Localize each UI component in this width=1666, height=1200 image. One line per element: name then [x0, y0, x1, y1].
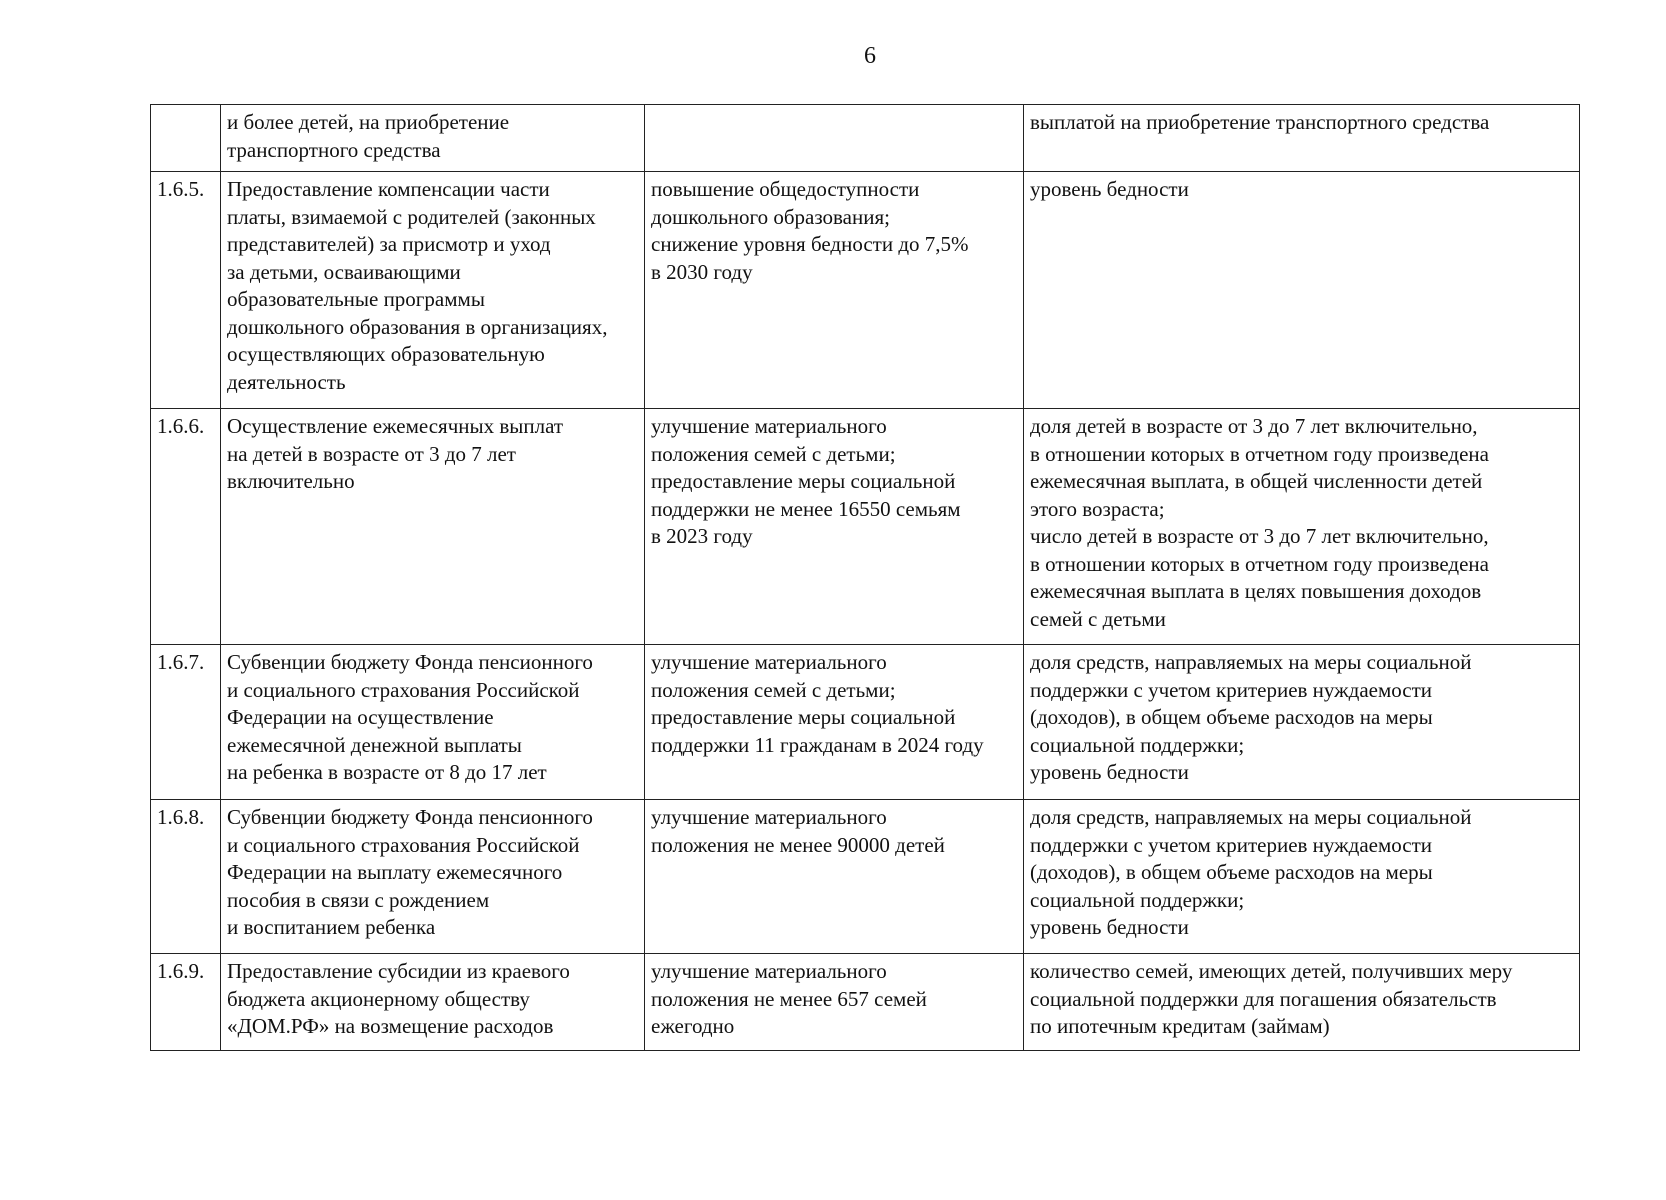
- measure-name: Субвенции бюджету Фонда пенсионного и социального страхования Российской Федерации на выплату ежемесячного пособия в связи с рождением и воспитанием ребенка: [227, 805, 593, 939]
- table-row: [151, 645, 1580, 800]
- measure-name-cell: [221, 954, 645, 1051]
- measure-name-cell: [221, 105, 645, 172]
- measure-result: повышение общедоступности дошкольного образования; снижение уровня бедности до 7,5% в 2030 году: [651, 177, 969, 284]
- measure-indicator-cell: [1024, 800, 1580, 954]
- page-number: 6: [864, 43, 876, 69]
- measure-indicator-cell: [1024, 954, 1580, 1051]
- table-row: [151, 800, 1580, 954]
- measure-indicator-cell: [1024, 645, 1580, 800]
- measure-number-cell: [151, 409, 221, 645]
- measure-number-cell: [151, 172, 221, 409]
- measure-number-cell: [151, 645, 221, 800]
- measure-result-cell: [645, 645, 1024, 800]
- measure-indicator: количество семей, имеющих детей, получивших меру социальной поддержки для погашения обязательств по ипотечным кредитам (займам): [1030, 959, 1513, 1038]
- measure-result-cell: [645, 954, 1024, 1051]
- measure-name-cell: [221, 409, 645, 645]
- measure-number-cell: [151, 954, 221, 1051]
- measure-result-cell: [645, 105, 1024, 172]
- measure-result-cell: [645, 800, 1024, 954]
- measure-number-cell: [151, 800, 221, 954]
- measure-indicator-cell: [1024, 105, 1580, 172]
- measure-number: 1.6.5.: [157, 177, 205, 201]
- measure-result-cell: [645, 409, 1024, 645]
- measure-number: 1.6.6.: [157, 414, 205, 438]
- measure-name-cell: [221, 800, 645, 954]
- measure-result: улучшение материального положения семей с детьми; предоставление меры социальной поддержки не менее 16550 семьям в 2023 году: [651, 414, 961, 548]
- measure-indicator: доля средств, направляемых на меры социальной поддержки с учетом критериев нуждаемости (доходов), в общем объеме расходов на меры социальной поддержки; уровень бедности: [1030, 650, 1472, 784]
- measure-name: Осуществление ежемесячных выплат на детей в возрасте от 3 до 7 лет включительно: [227, 414, 564, 493]
- measure-indicator: выплатой на приобретение транспортного средства: [1030, 110, 1490, 134]
- measure-number-cell: [151, 105, 221, 172]
- measure-name: Субвенции бюджету Фонда пенсионного и социального страхования Российской Федерации на осуществление ежемесячной денежной выплаты на ребенка в возрасте от 8 до 17 лет: [227, 650, 593, 784]
- measures-table: [150, 104, 1580, 1051]
- measure-name: Предоставление компенсации части платы, взимаемой с родителей (законных представителей) за присмотр и уход за детьми, осваивающими образовательные программы дошкольного образования в организациях, осуществляющих образовательную деятельность: [227, 177, 608, 394]
- measure-indicator: доля детей в возрасте от 3 до 7 лет включительно, в отношении которых в отчетном году произведена ежемесячная выплата, в общей численности детей этого возраста; число детей в возрасте от 3 до 7 лет включительно, в отношении которых в отчетном году произведена ежемесячная выплата в целях повышения доходов семей с детьми: [1030, 414, 1489, 631]
- measure-indicator: уровень бедности: [1030, 177, 1189, 201]
- table-row: [151, 172, 1580, 409]
- table-row: [151, 105, 1580, 172]
- measure-indicator-cell: [1024, 409, 1580, 645]
- measure-number: 1.6.8.: [157, 805, 205, 829]
- measure-indicator: доля средств, направляемых на меры социальной поддержки с учетом критериев нуждаемости (доходов), в общем объеме расходов на меры социальной поддержки; уровень бедности: [1030, 805, 1472, 939]
- measure-name: и более детей, на приобретение транспортного средства: [227, 110, 510, 162]
- measure-result: улучшение материального положения не менее 657 семей ежегодно: [651, 959, 927, 1038]
- measure-name-cell: [221, 172, 645, 409]
- measure-result-cell: [645, 172, 1024, 409]
- measure-indicator-cell: [1024, 172, 1580, 409]
- measure-name-cell: [221, 645, 645, 800]
- table-row: [151, 954, 1580, 1051]
- measure-result: улучшение материального положения не менее 90000 детей: [651, 805, 945, 857]
- measure-number: 1.6.7.: [157, 650, 205, 674]
- measure-result: улучшение материального положения семей с детьми; предоставление меры социальной поддержки 11 гражданам в 2024 году: [651, 650, 984, 757]
- table-row: [151, 409, 1580, 645]
- measure-name: Предоставление субсидии из краевого бюджета акционерному обществу «ДОМ.РФ» на возмещение расходов: [227, 959, 570, 1038]
- measure-number: 1.6.9.: [157, 959, 205, 983]
